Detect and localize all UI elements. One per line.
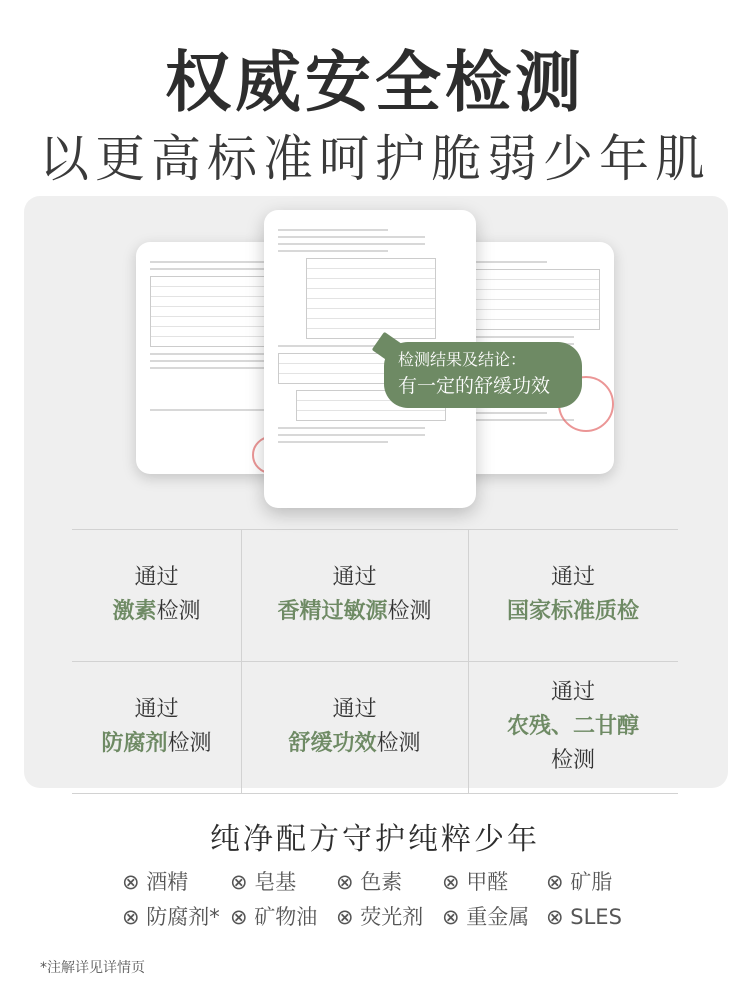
free-from-item: ⊗ 防腐剂*	[122, 905, 220, 929]
free-from-item: ⊗ SLES	[546, 905, 622, 929]
test-grid	[72, 529, 678, 794]
test-cell-preservative: 通过 防腐剂检测	[101, 697, 212, 756]
free-from-item: ⊗ 皂基	[230, 870, 297, 894]
test-cell-hormone: 通过 激素检测	[112, 565, 201, 624]
bubble-line1: 检测结果及结论：	[398, 350, 527, 369]
free-from-item: ⊗ 矿物油	[230, 905, 318, 929]
page-title: 权威安全检测	[165, 44, 585, 121]
result-bubble	[384, 342, 582, 408]
free-from-item: ⊗ 色素	[336, 870, 403, 894]
free-from-row-1	[0, 864, 750, 900]
free-from-row-2	[0, 899, 750, 935]
free-from-item: ⊗ 矿脂	[546, 870, 613, 894]
test-cell-fragrance: 通过 香精过敏源检测	[277, 565, 432, 624]
test-cell-soothing: 通过 舒缓功效检测	[288, 697, 421, 756]
free-from-item: ⊗ 荧光剂	[336, 905, 424, 929]
page-subtitle: 以更高标准呵护脆弱少年肌	[39, 130, 711, 188]
footnote: *注解详见详情页	[40, 960, 145, 976]
test-cell-pesticide: 通过 农残、二甘醇 检测	[506, 680, 639, 773]
slogan: 纯净配方守护纯粹少年	[210, 822, 540, 857]
free-from-item: ⊗ 酒精	[122, 870, 189, 894]
free-from-item: ⊗ 甲醛	[442, 870, 509, 894]
bubble-line2: 有一定的舒缓功效	[398, 375, 551, 397]
free-from-item: ⊗ 重金属	[442, 905, 530, 929]
test-cell-national-standard: 通过 国家标准质检	[506, 565, 639, 624]
